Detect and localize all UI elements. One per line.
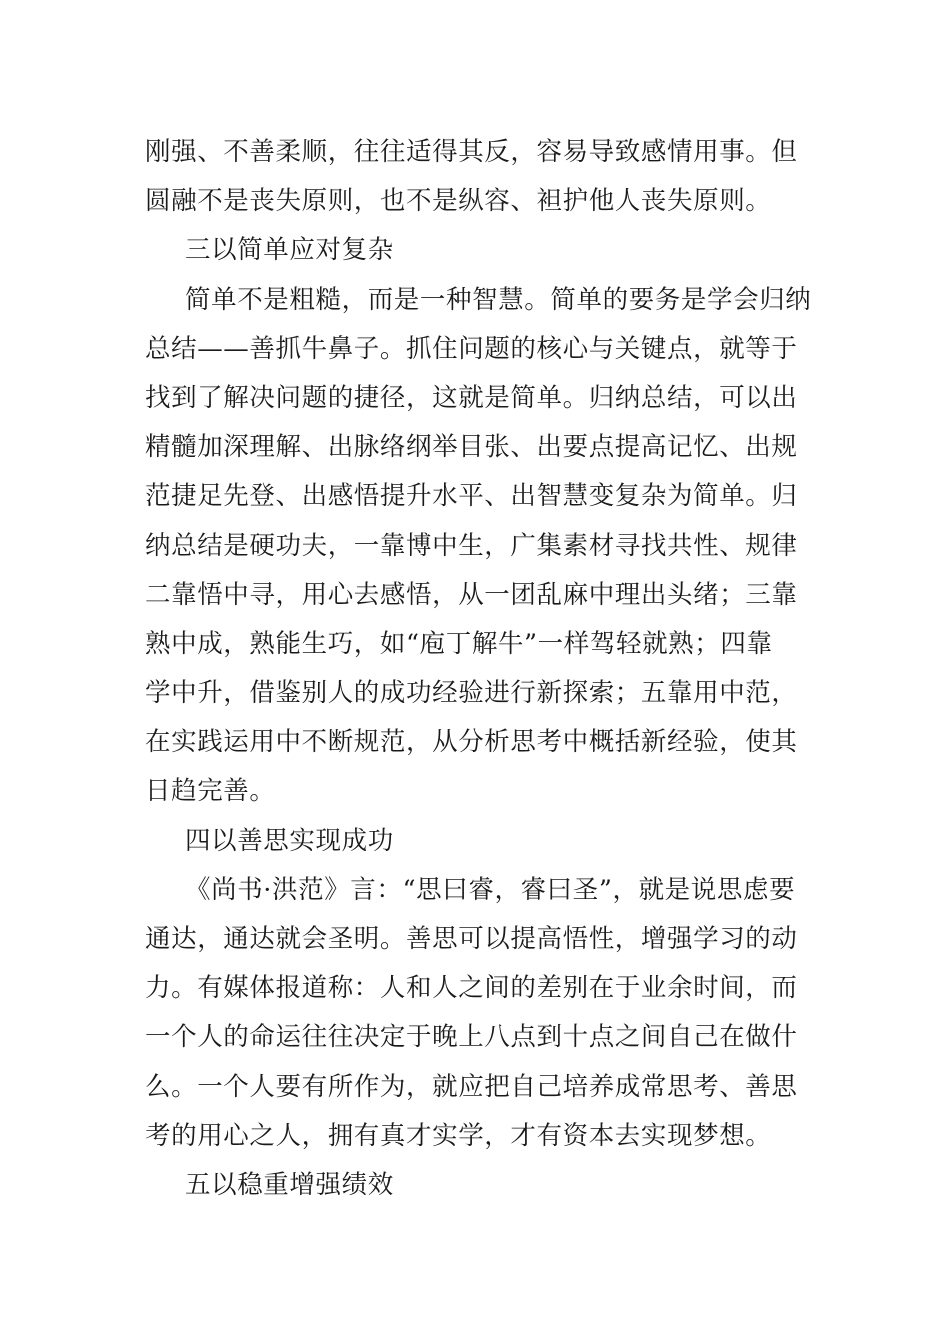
document-body xyxy=(145,128,812,1210)
text-line: 一个人的命运往往决定于晚上八点到十点之间自己在做什 xyxy=(145,1022,798,1053)
text-line: 刚强、不善柔顺，往往适得其反，容易导致感情用事。但 xyxy=(145,137,798,167)
text-line: 学中升，借鉴别人的成功经验进行新探索；五靠用中范， xyxy=(145,678,798,709)
text-line: 简单不是粗糙，而是一种智慧。简单的要务是学会归纳 xyxy=(185,284,812,315)
text-line: 在实践运用中不断规范，从分析思考中概括新经验，使其 xyxy=(145,727,798,758)
text-line: 熟中成，熟能生巧，如“庖丁解牛”一样驾轻就熟；四靠 xyxy=(145,628,773,659)
text-line: 考的用心之人，拥有真才实学，才有资本去实现梦想。 xyxy=(145,1120,772,1151)
section-heading: 四以善思实现成功 xyxy=(185,825,394,856)
text-line: 找到了解决问题的捷径，这就是简单。归纳总结，可以出 xyxy=(145,382,798,413)
text-line: 通达，通达就会圣明。善思可以提高悟性，增强学习的动 xyxy=(145,924,798,954)
section-heading: 五以稳重增强绩效 xyxy=(185,1169,394,1200)
text-line: 圆融不是丧失原则，也不是纵容、袒护他人丧失原则。 xyxy=(145,186,772,217)
text-line: 二靠悟中寻，用心去感悟，从一团乱麻中理出头绪；三靠 xyxy=(145,579,798,610)
text-line: 日趋完善。 xyxy=(145,776,276,807)
text-line: 总结——善抓牛鼻子。抓住问题的核心与关键点，就等于 xyxy=(145,333,798,364)
text-line: 纳总结是硬功夫，一靠博中生，广集素材寻找共性、规律 xyxy=(145,530,798,561)
text-line: 么。一个人要有所作为，就应把自己培养成常思考、善思 xyxy=(145,1071,798,1102)
text-line: 范捷足先登、出感悟提升水平、出智慧变复杂为简单。归 xyxy=(145,481,798,512)
text-line: 精髓加深理解、出脉络纲举目张、出要点提高记忆、出规 xyxy=(145,432,798,463)
text-line: 《尚书·洪范》言：“思曰睿，睿曰圣”，就是说思虑要 xyxy=(185,874,796,905)
section-heading: 三以简单应对复杂 xyxy=(185,235,394,266)
text-line: 力。有媒体报道称：人和人之间的差别在于业余时间，而 xyxy=(145,973,798,1004)
